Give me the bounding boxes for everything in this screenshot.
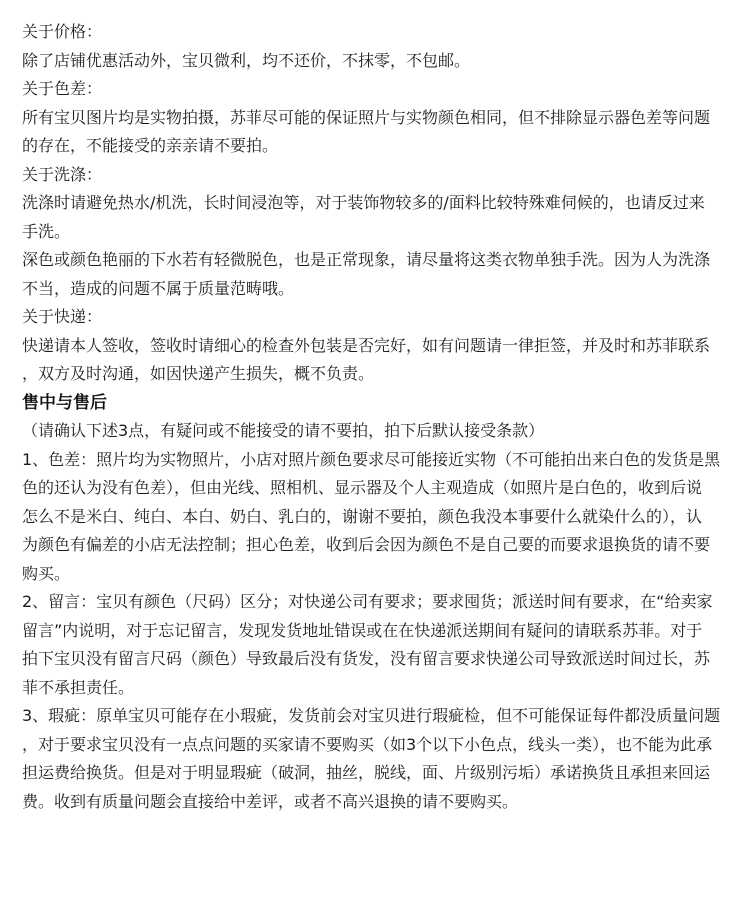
paragraph-line: 3、瑕疵：原单宝贝可能存在小瑕疵，发货前会对宝贝进行瑕疵检，但不可能保证每件都没质量问题 xyxy=(22,706,721,725)
paragraph-line: 所有宝贝图片均是实物拍摄，苏菲尽可能的保证照片与实物颜色相同，但不排除显示器色差等问题 xyxy=(22,107,711,127)
paragraph-line: 色的还认为没有色差），但由光线、照相机、显示器及个人主观造成（如照片是白色的，收到后说 xyxy=(22,478,703,497)
paragraph-line: ，对于要求宝贝没有一点点问题的买家请不要购买（如3个以下小色点，线头一类），也不能为此承 xyxy=(22,734,713,754)
washing-paragraph-1 xyxy=(22,189,750,246)
term-defects xyxy=(22,702,750,816)
paragraph-line: ，双方及时沟通，如因快递产生损失，概不负责。 xyxy=(22,364,375,383)
paragraph-line: 费。收到有质量问题会直接给中差评，或者不高兴退换的请不要购买。 xyxy=(22,791,519,811)
washing-heading: 关于洗涤： xyxy=(22,164,103,184)
paragraph-line: 菲不承担责任。 xyxy=(22,677,135,697)
paragraph-line: 留言”内说明，对于忘记留言，发现发货地址错误或在在快递派送期间有疑问的请联系苏菲。对于 xyxy=(22,620,703,640)
after-sales-section xyxy=(22,389,750,817)
washing-paragraph-2 xyxy=(22,246,750,303)
paragraph-line: 怎么不是米白、纯白、本白、奶白、乳白的，谢谢不要拍，颜色我没本事要什么就染什么的），认 xyxy=(22,506,703,526)
price-paragraph xyxy=(22,47,750,76)
paragraph-line: 除了店铺优惠活动外，宝贝微利，均不还价，不抹零，不包邮。 xyxy=(22,50,471,70)
paragraph-line: 2、留言：宝贝有颜色（尺码）区分；对快递公司有要求；要求囤货；派送时间有要求，在“给卖家 xyxy=(22,592,713,611)
paragraph-line: 购买。 xyxy=(22,563,71,583)
delivery-heading: 关于快递： xyxy=(22,307,103,326)
after-sales-title: 售中与售后 xyxy=(22,392,107,413)
price-heading: 关于价格： xyxy=(22,22,103,41)
color-difference-heading: 关于色差： xyxy=(22,79,103,98)
paragraph-line: 不当，造成的问题不属于质量范畴哦。 xyxy=(22,278,295,298)
delivery-paragraph xyxy=(22,332,750,389)
paragraph-line: 的存在，不能接受的亲亲请不要拍。 xyxy=(22,136,279,155)
color-difference-paragraph xyxy=(22,104,750,161)
paragraph-line: 手洗。 xyxy=(22,221,71,241)
paragraph-line: 担运费给换货。但是对于明显瑕疵（破洞，抽丝，脱线，面、片级别污垢）承诺换货且承担来回运 xyxy=(22,763,711,782)
delivery-section xyxy=(22,303,750,389)
term-message xyxy=(22,588,750,702)
term-color-difference xyxy=(22,446,750,589)
paragraph-line: 1、色差：照片均为实物照片，小店对照片颜色要求尽可能接近实物（不可能拍出来白色的发货是黑 xyxy=(22,449,721,469)
after-sales-note: （请确认下述3点，有疑问或不能接受的请不要拍，拍下后默认接受条款） xyxy=(22,421,545,440)
color-difference-section xyxy=(22,75,750,161)
washing-section xyxy=(22,161,750,304)
paragraph-line: 快递请本人签收，签收时请细心的检查外包装是否完好，如有问题请一律拒签，并及时和苏菲联系 xyxy=(22,335,711,355)
paragraph-line: 拍下宝贝没有留言尺码（颜色）导致最后没有货发，没有留言要求快递公司导致派送时间过长，苏 xyxy=(22,649,711,668)
price-section xyxy=(22,18,750,75)
paragraph-line: 洗涤时请避免热水/机洗，长时间浸泡等，对于装饰物较多的/面料比较特殊难伺候的，也请反过来 xyxy=(22,193,705,212)
paragraph-line: 深色或颜色艳丽的下水若有轻微脱色，也是正常现象，请尽量将这类衣物单独手洗。因为人为洗涤 xyxy=(22,250,711,269)
paragraph-line: 为颜色有偏差的小店无法控制；担心色差，收到后会因为颜色不是自己要的而要求退换货的请不要 xyxy=(22,535,711,554)
